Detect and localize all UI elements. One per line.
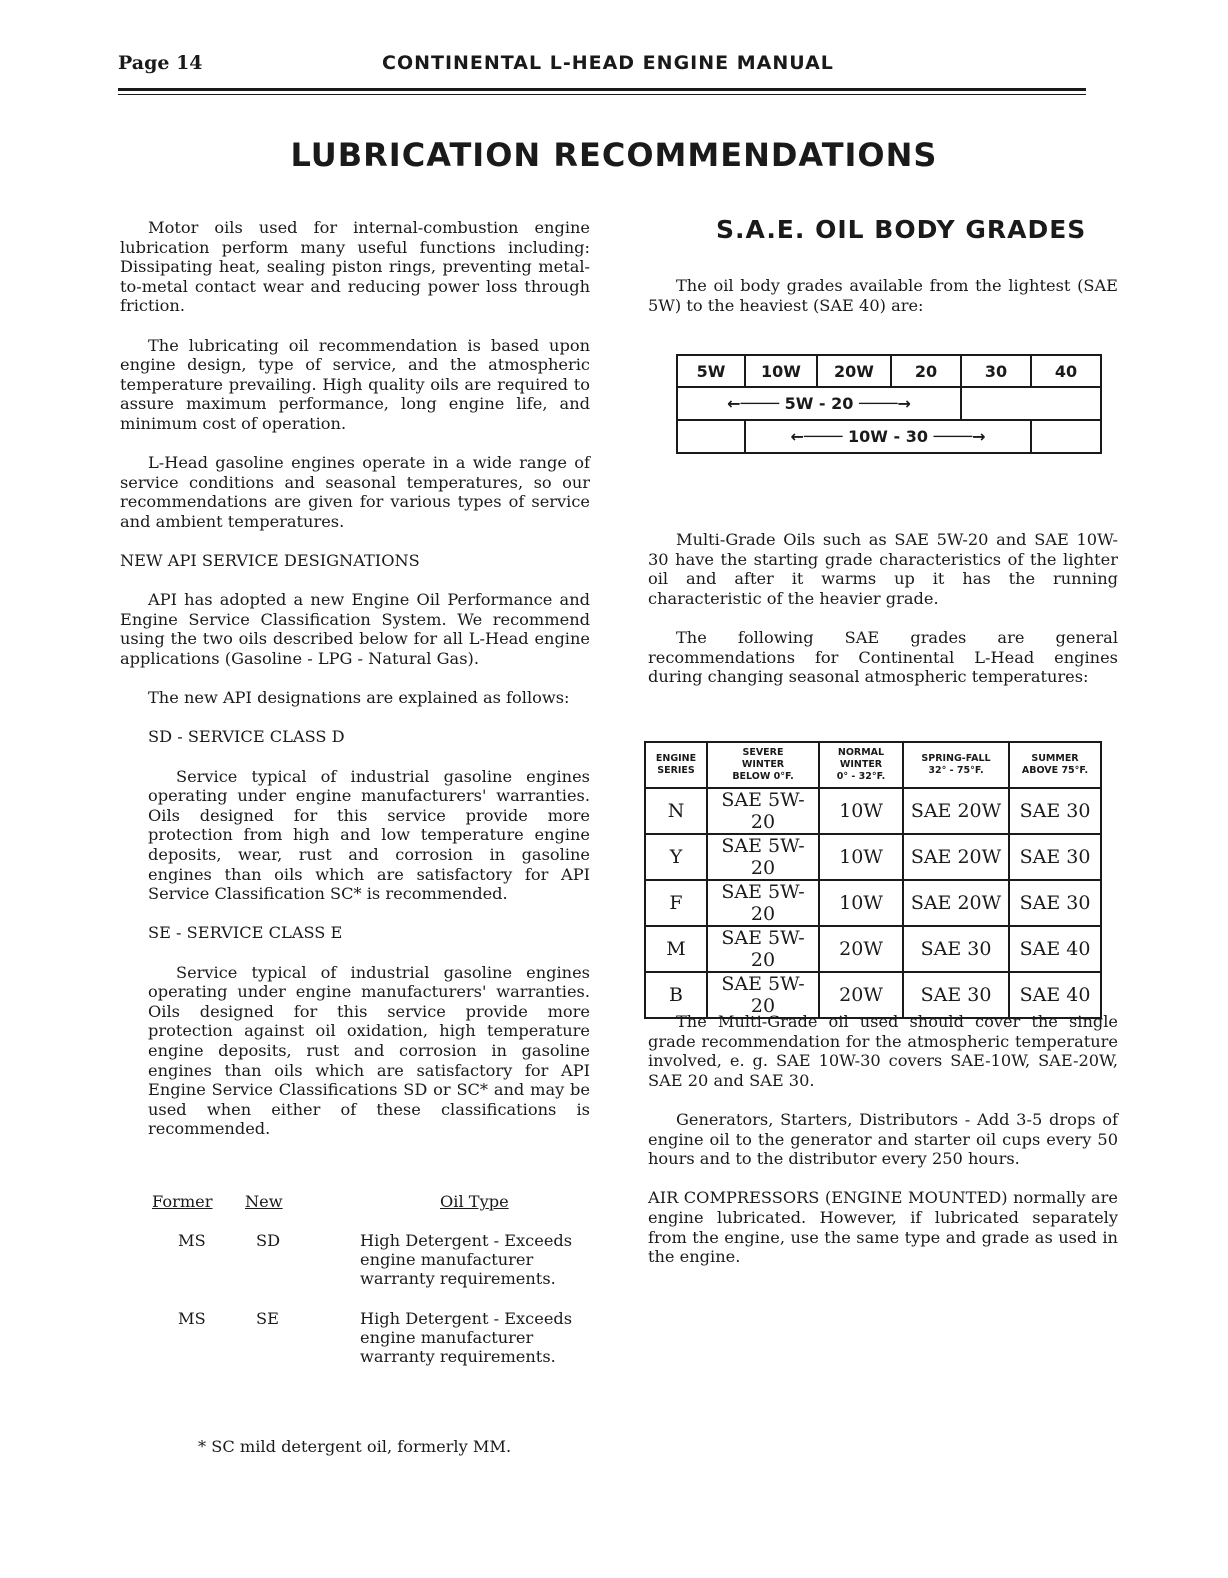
- sd-heading: SD - SERVICE CLASS D: [148, 727, 345, 747]
- se-text: Service typical of industrial gasoline engines operating under engine manufacturers' warranties. Oils designed for this service provide more protection against oil oxidation, high temperature engine deposits, rust and corrosion in gasoline engines than oils which are satisfactory for API Engine Service Classifications SD or SC* and may be used when either of these classifications is recommended.: [148, 962, 590, 1139]
- severe-winter-cell: SAE 5W-20: [707, 788, 819, 834]
- former-header: Former: [152, 1192, 213, 1211]
- seasonal-header-row: [645, 742, 1101, 788]
- grade-5w: 5W: [677, 355, 745, 387]
- normal-winter-cell: 10W: [819, 788, 903, 834]
- grade-30: 30: [961, 355, 1031, 387]
- table-row-1-type-2: engine manufacturer: [360, 1250, 534, 1269]
- table-row: [645, 834, 1101, 880]
- normal-winter-cell: 20W: [819, 926, 903, 972]
- seasonal-grade-table: [644, 741, 1102, 1019]
- header-spring-fall: SPRING-FALL 32° - 75°F.: [903, 742, 1009, 788]
- severe-winter-cell: SAE 5W-20: [707, 972, 819, 1018]
- table-row-2-former: MS: [178, 1309, 206, 1328]
- grades-intro-block: [648, 276, 1118, 335]
- left-column: [120, 218, 590, 1159]
- intro-paragraph: Motor oils used for internal-combustion engine lubrication perform many useful functions including: Dissipating heat, sealing piston rings, preventing metal-to-metal contact wear and reducing power loss through friction.: [120, 218, 590, 316]
- range-5w-20-blank: [961, 387, 1101, 420]
- header-normal-winter: NORMAL WINTER 0° - 32°F.: [819, 742, 903, 788]
- spring-fall-cell: SAE 20W: [903, 834, 1009, 880]
- range-10w-30: [745, 420, 1031, 453]
- sd-text: Service typical of industrial gasoline engines operating under engine manufacturers' warranties. Oils designed for this service provide more protection from high and low temperature engine deposits, wear, rust and corrosion in gasoline engines than oils which are satisfactory for API Service Classification SC* is recommended.: [148, 766, 590, 904]
- grade-20: 20: [891, 355, 961, 387]
- api-heading: NEW API SERVICE DESIGNATIONS: [120, 551, 420, 571]
- grade-range-table: [676, 354, 1102, 454]
- seasonal-intro: The following SAE grades are general recommendations for Continental L-Head engines during changing seasonal atmospheric temperatures:: [648, 627, 1118, 687]
- summer-cell: SAE 40: [1009, 972, 1101, 1018]
- summer-cell: SAE 30: [1009, 880, 1101, 926]
- grade-10w: 10W: [745, 355, 817, 387]
- table-row-2-type-2: engine manufacturer: [360, 1328, 534, 1347]
- running-title: CONTINENTAL L-HEAD ENGINE MANUAL: [382, 52, 834, 74]
- header-rule-thick: [118, 88, 1086, 91]
- table-row: [645, 880, 1101, 926]
- range-10w-30-blank-left: [677, 420, 745, 453]
- table-row-1-former: MS: [178, 1231, 206, 1250]
- page-title: LUBRICATION RECOMMENDATIONS: [290, 136, 938, 174]
- l-head-paragraph: L-Head gasoline engines operate in a wide range of service conditions and seasonal temperatures, so our recommendations are given for various types of service and ambient temperatures.: [120, 453, 590, 531]
- range-5w-20-label: 5W - 20: [784, 394, 854, 413]
- se-heading: SE - SERVICE CLASS E: [148, 923, 343, 943]
- api-paragraph: API has adopted a new Engine Oil Performance and Engine Service Classification System. We recommend using the two oils described below for all L-Head engine applications (Gasoline - LPG - Natural Gas).: [120, 590, 590, 669]
- series-cell: M: [645, 926, 707, 972]
- series-cell: B: [645, 972, 707, 1018]
- grade-40: 40: [1031, 355, 1101, 387]
- range-5w-20-arrow: ←──── 5W - 20 ────→: [727, 394, 911, 413]
- header-summer: SUMMER ABOVE 75°F.: [1009, 742, 1101, 788]
- multigrade-coverage: The Multi-Grade oil used should cover the single grade recommendation for the atmospheric temperature involved, e. g. SAE 10W-30 covers SAE-10W, SAE-20W, SAE 20 and SAE 30.: [648, 1012, 1118, 1090]
- generators-paragraph: Generators, Starters, Distributors - Add 3-5 drops of engine oil to the generator and starter oil cups every 50 hours and to the distributor every 250 hours.: [648, 1109, 1118, 1169]
- summer-cell: SAE 40: [1009, 926, 1101, 972]
- normal-winter-cell: 10W: [819, 834, 903, 880]
- oil-type-header: Oil Type: [440, 1192, 509, 1211]
- table-row-1-type-1: High Detergent - Exceeds: [360, 1231, 573, 1250]
- table-row-1-new: SD: [256, 1231, 281, 1250]
- table-row-1-type-3: warranty requirements.: [360, 1269, 556, 1288]
- series-cell: F: [645, 880, 707, 926]
- api-explained: The new API designations are explained as follows:: [148, 688, 570, 708]
- page-number: Page 14: [118, 52, 203, 74]
- summer-cell: SAE 30: [1009, 788, 1101, 834]
- severe-winter-cell: SAE 5W-20: [707, 880, 819, 926]
- sae-grades-title: S.A.E. OIL BODY GRADES: [716, 215, 1087, 244]
- severe-winter-cell: SAE 5W-20: [707, 926, 819, 972]
- table-row-2-new: SE: [256, 1309, 279, 1328]
- spring-fall-cell: SAE 30: [903, 926, 1009, 972]
- series-cell: N: [645, 788, 707, 834]
- new-header: New: [245, 1192, 283, 1211]
- range-5w-20: [677, 387, 961, 420]
- range-10w-30-arrow: ←──── 10W - 30 ────→: [790, 427, 986, 446]
- right-lower-block: [648, 1012, 1118, 1286]
- table-row: [645, 788, 1101, 834]
- header-engine-series: ENGINE SERIES: [645, 742, 707, 788]
- table-row-2-type-3: warranty requirements.: [360, 1347, 556, 1366]
- multigrade-paragraph: Multi-Grade Oils such as SAE 5W-20 and SAE 10W-30 have the starting grade characteristics of the lighter oil and after it warms up it has the running characteristic of the heavier grade.: [648, 530, 1118, 608]
- recommendation-paragraph: The lubricating oil recommendation is based upon engine design, type of service, and the atmospheric temperature prevailing. High quality oils are required to assure maximum performance, long engine life, and minimum cost of operation.: [120, 335, 590, 433]
- multigrade-block: [648, 530, 1118, 706]
- grades-intro: The oil body grades available from the lightest (SAE 5W) to the heaviest (SAE 40) are:: [648, 276, 1118, 315]
- spring-fall-cell: SAE 20W: [903, 880, 1009, 926]
- table-row-2-type-1: High Detergent - Exceeds: [360, 1309, 573, 1328]
- grade-20w: 20W: [817, 355, 891, 387]
- severe-winter-cell: SAE 5W-20: [707, 834, 819, 880]
- spring-fall-cell: SAE 30: [903, 972, 1009, 1018]
- air-compressors-paragraph: AIR COMPRESSORS (ENGINE MOUNTED) normally are engine lubricated. However, if lubricated separately from the engine, use the same type and grade as used in the engine.: [648, 1188, 1118, 1267]
- spring-fall-cell: SAE 20W: [903, 788, 1009, 834]
- summer-cell: SAE 30: [1009, 834, 1101, 880]
- series-cell: Y: [645, 834, 707, 880]
- normal-winter-cell: 20W: [819, 972, 903, 1018]
- normal-winter-cell: 10W: [819, 880, 903, 926]
- table-row: [645, 926, 1101, 972]
- footnote: * SC mild detergent oil, formerly MM.: [198, 1437, 512, 1456]
- range-10w-30-label: 10W - 30: [848, 427, 928, 446]
- header-severe-winter: SEVERE WINTER BELOW 0°F.: [707, 742, 819, 788]
- header-rule-thin: [118, 94, 1086, 95]
- range-10w-30-blank-right: [1031, 420, 1101, 453]
